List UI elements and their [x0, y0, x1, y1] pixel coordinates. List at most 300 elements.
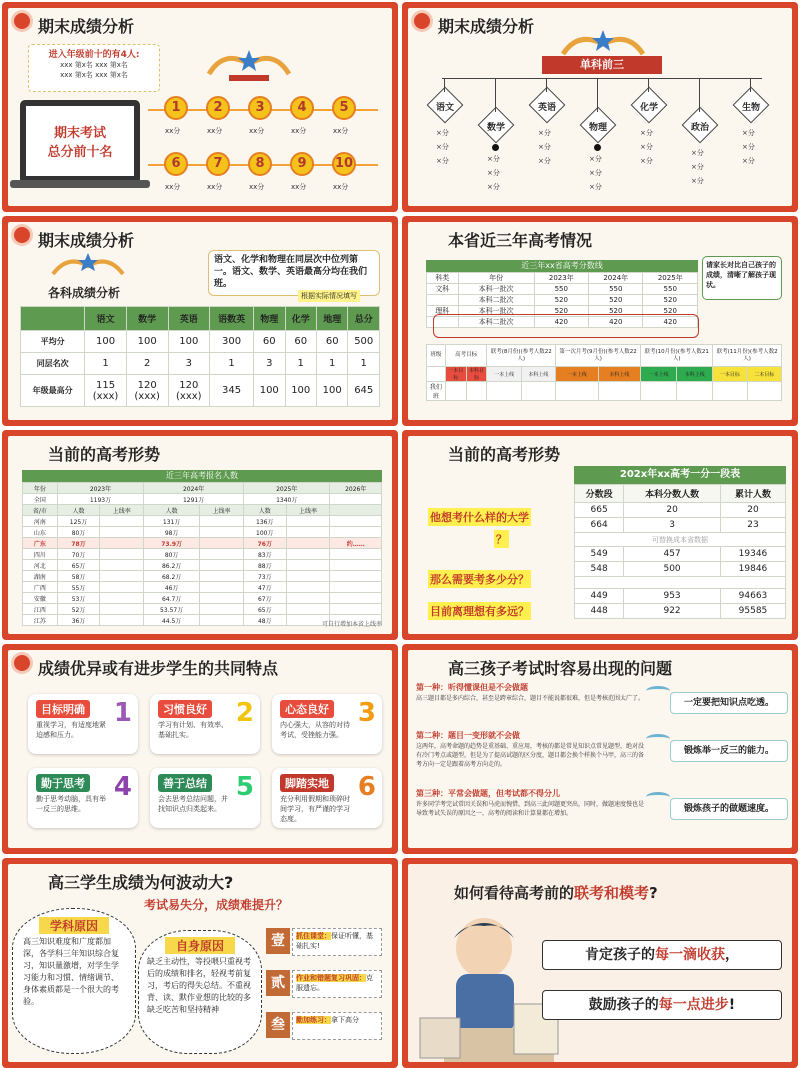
- title-part: ?: [649, 884, 658, 902]
- top3-score: ×分: [640, 143, 653, 151]
- column-header: 人数: [144, 505, 200, 516]
- question-1: 他想考什么样的大学: [428, 508, 531, 526]
- table-row: [23, 516, 382, 527]
- table-cell: 1: [316, 353, 347, 375]
- table-cell: [200, 582, 244, 593]
- self-reason-bubble: [138, 930, 262, 1054]
- table-row: [575, 503, 786, 518]
- slide-8[interactable]: [402, 644, 798, 854]
- table-cell: 76万: [243, 538, 286, 549]
- subject-label: 生物: [741, 103, 760, 113]
- top3-score: ×分: [742, 129, 755, 137]
- top3-score: ×分: [487, 155, 500, 163]
- rank-circle: 2: [206, 96, 230, 120]
- table-cell: [200, 516, 244, 527]
- subject-label: 政治: [690, 123, 709, 133]
- table-cell: [286, 516, 330, 527]
- rank-score: xx分: [333, 127, 349, 135]
- table-cell: [286, 593, 330, 604]
- table-cell: 645: [348, 375, 380, 407]
- subject-label: 数学: [486, 123, 505, 133]
- msg-part: !: [728, 997, 736, 1013]
- table-cell: 44.5万: [144, 615, 200, 626]
- table-cell: [427, 295, 459, 306]
- top4-line: xxx 第x名 xxx 第x名: [60, 61, 128, 69]
- table-cell: 广东: [23, 538, 58, 549]
- slide-7[interactable]: [2, 644, 398, 854]
- rank-circle: 3: [248, 96, 272, 120]
- student-reading-illustration: [414, 908, 564, 1062]
- table-row: [23, 527, 382, 538]
- slide-title: [454, 882, 658, 903]
- table-cell: [286, 538, 330, 549]
- tree-branch: [597, 78, 598, 112]
- box-line-1: 期末考试: [53, 126, 106, 141]
- problem-heading: 第二种：题目一变形就不会做: [416, 731, 520, 740]
- rank-score: xx分: [207, 127, 223, 135]
- rank-score: xx分: [291, 127, 307, 135]
- table-cell: 520: [589, 295, 643, 306]
- table-cell: 20: [720, 503, 785, 518]
- trait-desc: 勤于思考动脑，具有举一反三的思维。: [36, 795, 106, 813]
- table-cell: 理科: [427, 306, 459, 317]
- table-cell: 520: [534, 306, 588, 317]
- trait-desc: 内心强大，从容的对待考试，受挫能力强。: [280, 721, 350, 739]
- table-cell: 60: [254, 331, 285, 353]
- table-cell: [286, 527, 330, 538]
- slide-10[interactable]: [402, 858, 798, 1068]
- table-cell: [330, 549, 382, 560]
- spacer-row: [575, 533, 786, 547]
- rank-score: xx分: [207, 183, 223, 191]
- table-cell: 1: [285, 353, 316, 375]
- table-cell: 48万: [243, 615, 286, 626]
- top4-title: 进入年级前十的有4人:: [48, 50, 140, 60]
- table-cell: [200, 604, 244, 615]
- column-header: 英语: [168, 307, 210, 331]
- slide-title: 本省近三年高考情况: [448, 231, 593, 250]
- step-box: [292, 928, 382, 956]
- table-cell: 3: [254, 353, 285, 375]
- top3-score: ×分: [742, 157, 755, 165]
- table-cell: 80万: [57, 527, 100, 538]
- trait-number: 4: [113, 772, 132, 802]
- subject-label: 英语: [537, 103, 556, 113]
- table-cell: 520: [643, 306, 698, 317]
- top3-score: ×分: [691, 177, 704, 185]
- solution-box: 锻炼孩子的做题速度。: [670, 798, 788, 820]
- table-cell: 本科一批次: [458, 306, 534, 317]
- slide-3[interactable]: [2, 216, 398, 426]
- trait-number: 3: [357, 698, 376, 728]
- table-cell: 1: [85, 353, 127, 375]
- spacer-cell: [575, 577, 786, 589]
- table-cell: 本科二批次: [458, 295, 534, 306]
- top3-score: ×分: [487, 169, 500, 177]
- total-cell: 全国: [23, 494, 58, 505]
- table-cell: 湖南: [23, 571, 58, 582]
- arrow-icon: [646, 686, 670, 696]
- column-header: 联考(11月份)(参考人数2人): [713, 345, 782, 367]
- table-cell: 345: [210, 375, 254, 407]
- tree-branch: [546, 78, 547, 92]
- table-title: 近三年xx省高考分数线: [426, 260, 698, 272]
- table-cell: 58万: [57, 571, 100, 582]
- table-cell: [200, 560, 244, 571]
- table-cell: 420: [534, 317, 588, 328]
- table-cell: 广西: [23, 582, 58, 593]
- problem-desc: 高三题目都是多内综合，甚至是跨章综合，题目不能说都很难，但是考核范围太广了。: [416, 695, 645, 702]
- rank-score: xx分: [333, 183, 349, 191]
- total-cell: [330, 494, 382, 505]
- table-cell: 江苏: [23, 615, 58, 626]
- class-cell: 我们班: [427, 382, 446, 401]
- question-2: 那么需要考多少分？: [428, 570, 531, 588]
- subject-label: 化学: [639, 103, 658, 113]
- message-box-2: [542, 990, 782, 1020]
- table-cell: 100: [126, 331, 168, 353]
- top3-score: ×分: [538, 143, 551, 151]
- slide-title: 成绩优异或有进步学生的共同特点: [38, 659, 279, 678]
- table-cell: [286, 582, 330, 593]
- table-cell: 100: [254, 375, 285, 407]
- msg-part: 肯定孩子的: [585, 947, 655, 963]
- column-header: 2024年: [589, 273, 643, 284]
- table-title: 近三年高考报名人数: [22, 470, 382, 482]
- table-cell: 年级最高分: [21, 375, 85, 407]
- dot-icon: [594, 144, 601, 151]
- question-3: 目前离理想有多远？: [428, 602, 531, 620]
- slide-title: 高三孩子考试时容易出现的问题: [448, 659, 673, 678]
- table-cell: 520: [534, 295, 588, 306]
- table-cell: 65万: [57, 560, 100, 571]
- column-header: 班级: [427, 345, 446, 367]
- table-cell: [330, 604, 382, 615]
- table-cell: 449: [575, 589, 624, 604]
- mid-title: 自身原因: [165, 937, 235, 954]
- target-cell: 本科目标: [466, 367, 487, 382]
- trait-card: [272, 694, 382, 754]
- table-cell: 100万: [243, 527, 286, 538]
- column-header: 总分: [348, 307, 380, 331]
- footnote: 可自行增加本省上线率: [321, 621, 382, 628]
- table-cell: 1: [348, 353, 380, 375]
- table-cell: 100: [85, 331, 127, 353]
- top4-box: [28, 44, 160, 92]
- table-cell: [330, 593, 382, 604]
- year-cell: 年份: [23, 483, 58, 494]
- column-header: 人数: [57, 505, 100, 516]
- table-cell: 80万: [144, 549, 200, 560]
- table-cell: [200, 527, 244, 538]
- rank-score: xx分: [165, 127, 181, 135]
- trait-desc: 重视学习，有适度地紧迫感和压力。: [36, 721, 106, 739]
- table-row: [21, 375, 380, 407]
- table-cell: 550: [589, 284, 643, 295]
- table-row: [23, 549, 382, 560]
- table-cell: [100, 593, 144, 604]
- table-cell: 2: [126, 353, 168, 375]
- table-cell: 136万: [243, 516, 286, 527]
- table-cell: [330, 527, 382, 538]
- table-cell: 3: [168, 353, 210, 375]
- slide-9[interactable]: [2, 858, 398, 1068]
- table-cell: 125万: [57, 516, 100, 527]
- column-header: 科类: [427, 273, 459, 284]
- target-table: [426, 344, 782, 401]
- table-cell: [100, 615, 144, 626]
- msg-highlight: 每一点进步: [658, 997, 729, 1013]
- top3-score: ×分: [538, 129, 551, 137]
- slide-1[interactable]: [2, 2, 398, 212]
- slide-5[interactable]: [2, 430, 398, 640]
- target-cell: 一本目标: [445, 367, 466, 382]
- table-cell: [100, 549, 144, 560]
- top3-score: ×分: [640, 129, 653, 137]
- column-header: 2025年: [643, 273, 698, 284]
- year-cell: 2023年: [57, 483, 144, 494]
- tree-line: [442, 78, 762, 79]
- replace-note: 可替换成本省数据: [575, 533, 786, 547]
- trait-number: 1: [113, 698, 132, 728]
- table-cell: 94663: [720, 589, 785, 604]
- trait-card: [272, 768, 382, 828]
- table-cell: 953: [624, 589, 721, 604]
- flower-icon: [14, 655, 30, 671]
- problem-heading: 第三种：平常会做题，但考试都不得分儿: [416, 789, 560, 798]
- table-cell: 520: [589, 306, 643, 317]
- column-header: 上线率: [286, 505, 330, 516]
- crown-icon: [48, 250, 128, 278]
- table-cell: 73.9万: [144, 538, 200, 549]
- laptop-icon: [20, 100, 140, 184]
- rank-circle: 10: [332, 152, 356, 176]
- subject-label: 物理: [588, 123, 607, 133]
- table-cell: 549: [575, 547, 624, 562]
- table-cell: 100: [285, 375, 316, 407]
- table-row: [575, 518, 786, 533]
- trait-title: 善于总结: [158, 774, 212, 792]
- column-header: 语数英: [210, 307, 254, 331]
- trait-card: [28, 694, 138, 754]
- target-cell: 一本上线: [556, 367, 598, 382]
- target-cell: 一本上线: [487, 367, 521, 382]
- flower-icon: [14, 227, 30, 243]
- table-cell: 131万: [144, 516, 200, 527]
- trait-card: [150, 694, 260, 754]
- crown-icon: [204, 44, 294, 84]
- table-cell: [100, 571, 144, 582]
- rank-circle: 7: [206, 152, 230, 176]
- table-cell: 60: [285, 331, 316, 353]
- rank-score: xx分: [165, 183, 181, 191]
- top3-score: ×分: [691, 149, 704, 157]
- top3-score: ×分: [640, 157, 653, 165]
- tree-branch: [495, 78, 496, 112]
- table-cell: 420: [643, 317, 698, 328]
- slide-2[interactable]: [402, 2, 798, 212]
- column-header: 年份: [458, 273, 534, 284]
- problem-desc: 许多同学考完试常因关误和马虎而惋惜，到高三此问题更突出，同时，做题速度慢也是导致考试失误的原因之一，高考的阅读和计算量都在增加。: [416, 801, 645, 817]
- slide-title: 期末成绩分析: [38, 17, 135, 36]
- trait-card: [150, 768, 260, 828]
- table-cell: 64.7万: [144, 593, 200, 604]
- table-cell: 98万: [144, 527, 200, 538]
- table-cell: 52万: [57, 604, 100, 615]
- msg-part: ，: [725, 947, 739, 963]
- table-cell: [100, 604, 144, 615]
- table-cell: [200, 571, 244, 582]
- step-label: 勤加练习：: [296, 1016, 331, 1024]
- column-header: 地理: [316, 307, 347, 331]
- table-cell: 88万: [243, 560, 286, 571]
- msg-highlight: 每一滴收获: [655, 947, 725, 963]
- table-cell: 本科二批次: [458, 317, 534, 328]
- problem-desc: 这两年，高考命题的趋势是重基础、重应用，考核的都是常见知识点常见题型，绝对没有冷门考点或题型，但是为了提高试题的区分度，题目都会换个样换个马甲，高三的备考方向一定是跟着高考方向走的。: [416, 743, 645, 768]
- arrow-icon: [646, 792, 670, 802]
- mid-text: 缺乏主动性，等投喂只重视考后的成绩和排名，轻视考前复习，考后的得失总结。不重视背、读、默作业想的比较的多缺乏吃苦和坚持精神: [147, 957, 251, 1014]
- column-header: 上线率: [200, 505, 244, 516]
- column-header: 物理: [254, 307, 285, 331]
- table-cell: 约……: [330, 538, 382, 549]
- table-cell: [330, 582, 382, 593]
- table-cell: [330, 571, 382, 582]
- table-cell: 922: [624, 604, 721, 619]
- table-cell: 548: [575, 562, 624, 577]
- top3-score: ×分: [691, 163, 704, 171]
- trait-number: 5: [235, 772, 254, 802]
- top3-score: ×分: [436, 129, 449, 137]
- box-line-2: 总分前十名: [47, 145, 113, 160]
- trait-number: 6: [357, 772, 376, 802]
- table-cell: [200, 615, 244, 626]
- column-header: 联考(8月份)(参考人数22人): [487, 345, 556, 367]
- column-header: 第一次月考(9月份)(参考人数22人): [556, 345, 641, 367]
- column-header: 化学: [285, 307, 316, 331]
- table-cell: 53.57万: [144, 604, 200, 615]
- table-cell: [100, 560, 144, 571]
- step-box: [292, 970, 382, 998]
- rank-circle: 9: [290, 152, 314, 176]
- score-table: [20, 306, 380, 407]
- table-cell: 65万: [243, 604, 286, 615]
- table-cell: 同层名次: [21, 353, 85, 375]
- column-header: [330, 505, 382, 516]
- table-cell: [200, 538, 244, 549]
- table-cell: 120 (xxx): [168, 375, 210, 407]
- rank-circle: 4: [290, 96, 314, 120]
- table-cell: 36万: [57, 615, 100, 626]
- table-cell: 664: [575, 518, 624, 533]
- table-cell: 19846: [720, 562, 785, 577]
- total-row: [23, 494, 382, 505]
- note-bubble: 语文、化学和物理在同层次中位列第一。语文、数学、英语最高分均在我们班。: [208, 250, 380, 296]
- rank-circle: 6: [164, 152, 188, 176]
- table-cell: 70万: [57, 549, 100, 560]
- spacer-cell: [427, 367, 446, 382]
- left-title: 学科原因: [39, 917, 109, 934]
- year-row: [23, 483, 382, 494]
- rank-circle: 5: [332, 96, 356, 120]
- table-cell: 120 (xxx): [126, 375, 168, 407]
- column-header: 语文: [85, 307, 127, 331]
- table-cell: 500: [624, 562, 721, 577]
- table-row: [23, 604, 382, 615]
- table-cell: 1: [210, 353, 254, 375]
- table-cell: 550: [534, 284, 588, 295]
- total-cell: 1291万: [144, 494, 244, 505]
- table-cell: 115 (xxx): [85, 375, 127, 407]
- rank-score: xx分: [249, 127, 265, 135]
- column-header: 累计人数: [720, 485, 785, 503]
- dot-icon: [492, 144, 499, 151]
- flower-icon: [414, 13, 430, 29]
- subtitle: 考试易失分，成绩难提升？: [144, 898, 289, 912]
- table-row: [427, 295, 698, 306]
- table-cell: 500: [348, 331, 380, 353]
- step-box: [292, 1012, 382, 1040]
- step-label: 抓住课堂：: [296, 932, 331, 940]
- crown-icon: [558, 26, 648, 60]
- step-badge: 叁: [266, 1012, 290, 1038]
- top3-score: ×分: [487, 183, 500, 191]
- year-cell: 2025年: [243, 483, 330, 494]
- table-cell: 55万: [57, 582, 100, 593]
- top4-line: xxx 第x名 xxx 第x名: [60, 71, 128, 79]
- subject-reason-bubble: [12, 908, 136, 1054]
- table-row: [427, 284, 698, 295]
- trait-number: 2: [235, 698, 254, 728]
- table-cell: 河南: [23, 516, 58, 527]
- step-text: 拿下高分: [331, 1016, 359, 1024]
- enrollment-table: [22, 482, 382, 626]
- step-badge: 贰: [266, 970, 290, 996]
- table-row: [575, 589, 786, 604]
- table-cell: [200, 549, 244, 560]
- table-cell: 文科: [427, 284, 459, 295]
- table-cell: 安徽: [23, 593, 58, 604]
- table-cell: 60: [316, 331, 347, 353]
- column-header: 省/市: [23, 505, 58, 516]
- sub-title: 各科成绩分析: [48, 286, 121, 300]
- trait-desc: 学习有计划、有效率、基础扎实。: [158, 721, 228, 739]
- top3-score: ×分: [538, 157, 551, 165]
- table-cell: 78万: [57, 538, 100, 549]
- table-cell: [100, 538, 144, 549]
- column-header: 本科分数人数: [624, 485, 721, 503]
- table-cell: 江西: [23, 604, 58, 615]
- table-cell: [330, 516, 382, 527]
- solution-box: 锻炼举一反三的能力。: [670, 740, 788, 762]
- table-row: [23, 593, 382, 604]
- table-cell: 19346: [720, 547, 785, 562]
- table-cell: 95585: [720, 604, 785, 619]
- target-cell: 本科上线: [677, 367, 713, 382]
- slide-4[interactable]: [402, 216, 798, 426]
- table-cell: 300: [210, 331, 254, 353]
- table-cell: 河北: [23, 560, 58, 571]
- table-cell: 100: [168, 331, 210, 353]
- spacer-row: [575, 577, 786, 589]
- slide-title: 期末成绩分析: [38, 231, 135, 250]
- slide-6[interactable]: [402, 430, 798, 640]
- table-cell: 86.2万: [144, 560, 200, 571]
- table-cell: [200, 593, 244, 604]
- slide-title: 当前的高考形势: [48, 445, 161, 464]
- tree-branch: [648, 78, 649, 92]
- top3-score: ×分: [436, 143, 449, 151]
- table-cell: 平均分: [21, 331, 85, 353]
